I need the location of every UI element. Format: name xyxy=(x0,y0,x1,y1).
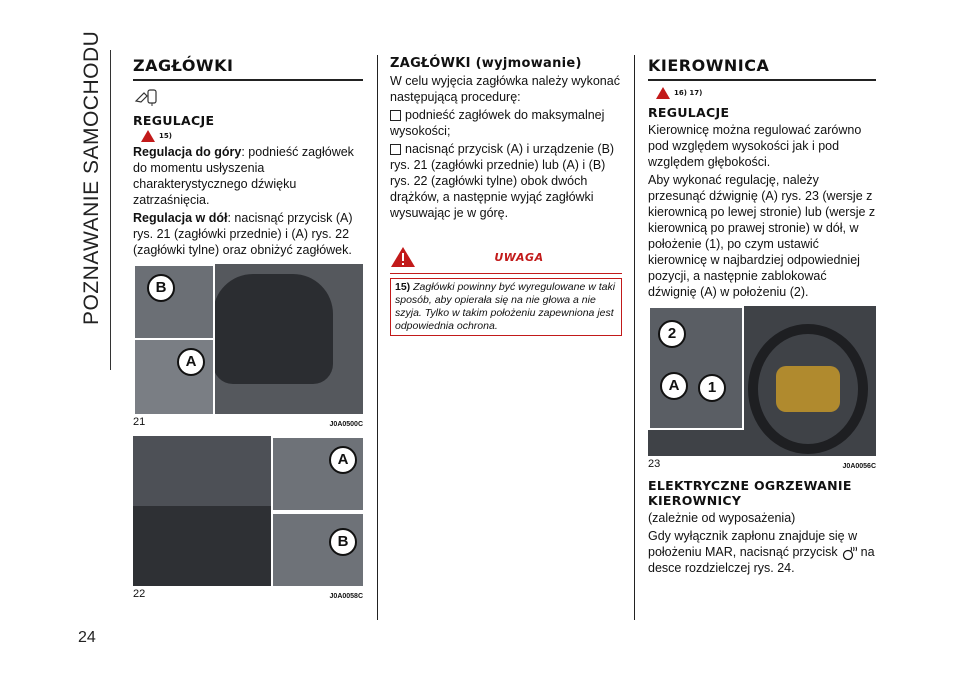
warning-header xyxy=(390,241,622,273)
warning-ref-number: 16) 17) xyxy=(674,89,703,97)
figure-23-photo xyxy=(648,306,876,456)
warning-ref-number: 15) xyxy=(159,132,172,140)
note-text: Zagłówki powinny być wyregulowane w taki sposób, aby opierała się na nie głowa a nie szyja. Tylko w takim położeniu zapewniona jest odpowiednia ochrona. xyxy=(395,281,616,332)
page-number: 24 xyxy=(78,629,96,646)
section-title: ZAGŁÓWKI (wyjmowanie) xyxy=(390,56,582,71)
term: Regulacja do góry xyxy=(133,145,242,159)
paragraph: W celu wyjęcia zagłówka należy wykonać następującą procedurę: xyxy=(390,74,620,104)
warning-ref xyxy=(656,87,876,99)
step xyxy=(390,141,622,221)
figure-code: J0A0500C xyxy=(329,421,363,428)
column-headrest-removal xyxy=(390,52,622,336)
section-title: ZAGŁÓWKI xyxy=(133,56,234,75)
warning-note xyxy=(390,278,622,336)
paragraph xyxy=(133,210,363,258)
callout-b: B xyxy=(329,528,357,556)
step-text: podnieść zagłówek do maksymalnej wysokości; xyxy=(390,108,605,138)
subsection-title: REGULACJE xyxy=(648,105,730,120)
subsection-title: REGULACJE xyxy=(133,113,215,128)
heated-steering-icon xyxy=(841,546,857,560)
title-rule xyxy=(648,79,876,81)
callout-a: A xyxy=(329,446,357,474)
figure-caption xyxy=(133,416,363,428)
warning-triangle-icon xyxy=(390,246,416,268)
figure-22-photo xyxy=(133,436,363,586)
callout-a: A xyxy=(177,348,205,376)
text: na desce rozdzielczej rys. 24. xyxy=(648,545,875,575)
figure-number: 22 xyxy=(133,588,146,600)
warning-triangle-icon xyxy=(141,130,155,142)
column-separator xyxy=(377,55,378,620)
figure-code: J0A0056C xyxy=(842,463,876,470)
text: Gdy wyłącznik zapłonu znajduje się w położeniu MAR, nacisnąć przycisk xyxy=(648,529,858,559)
figure-21-photo xyxy=(133,264,363,414)
paragraph: (zależnie od wyposażenia) xyxy=(648,511,796,525)
step xyxy=(390,107,622,139)
text: : nacisnąć przycisk (A) rys. 21 (zagłówki przednie) i (A) rys. 22 (zagłówki tylne) oraz obniżyć zagłówek. xyxy=(133,211,353,257)
subsection-title: ELEKTRYCZNE OGRZEWANIE KIEROWNICY xyxy=(648,478,852,508)
section-title: KIEROWNICA xyxy=(648,56,770,75)
paragraph xyxy=(133,144,363,208)
title-rule xyxy=(133,79,363,81)
warning-title: UWAGA xyxy=(494,250,544,264)
callout-a: A xyxy=(660,372,688,400)
side-tab-label: POZNAWANIE SAMOCHODU xyxy=(80,30,103,325)
callout-b: B xyxy=(147,274,175,302)
warning-rule xyxy=(390,273,622,274)
note-number: 15) xyxy=(395,281,411,293)
figure-number: 21 xyxy=(133,416,146,428)
figure-caption xyxy=(648,458,876,470)
figure-number: 23 xyxy=(648,458,661,470)
paragraph xyxy=(648,528,876,576)
inset-a xyxy=(133,338,215,414)
warning-triangle-icon xyxy=(656,87,670,99)
figure-caption xyxy=(133,588,363,600)
callout-2: 2 xyxy=(658,320,686,348)
warning-ref xyxy=(141,130,363,142)
column-steering-wheel xyxy=(648,52,876,578)
text: : podnieść zagłówek do momentu usłyszenia charakterystycznego dźwięku zatrzaśnięcia. xyxy=(133,145,354,207)
headrest-icon xyxy=(133,87,363,107)
paragraph: Kierownicę można regulować zarówno pod względem wysokości jak i pod względem głębokości. xyxy=(648,123,862,169)
figure-code: J0A0058C xyxy=(329,593,363,600)
paragraph: Aby wykonać regulację, należy przesunąć dźwignię (A) rys. 23 (wersje z kierownicą po lewej stronie) lub (wersje z kierownicą po prawej stronie) w dół, w położenie (1), po czym ustawić kierownicę w najbardziej odpowiedniej pozycji, a następnie zablokować dźwignię (A) w położeniu (2). xyxy=(648,173,876,299)
term: Regulacja w dół xyxy=(133,211,228,225)
checkbox-bullet-icon xyxy=(390,144,401,155)
inset-b xyxy=(133,264,215,340)
headrest-shape xyxy=(213,274,333,384)
callout-1: 1 xyxy=(698,374,726,402)
side-tab xyxy=(78,30,114,340)
side-tab-rule xyxy=(110,50,111,370)
steering-hub-shape xyxy=(776,366,840,412)
column-separator xyxy=(634,55,635,620)
column-headrests xyxy=(133,52,363,600)
checkbox-bullet-icon xyxy=(390,110,401,121)
step-text: nacisnąć przycisk (A) i urządzenie (B) rys. 21 (zagłówki przednie) lub (A) i (B) rys. 22 (zagłówki tylne) obok dwóch drążków, a następnie wyjąć zagłówki wysuwając je w górę. xyxy=(390,142,615,220)
